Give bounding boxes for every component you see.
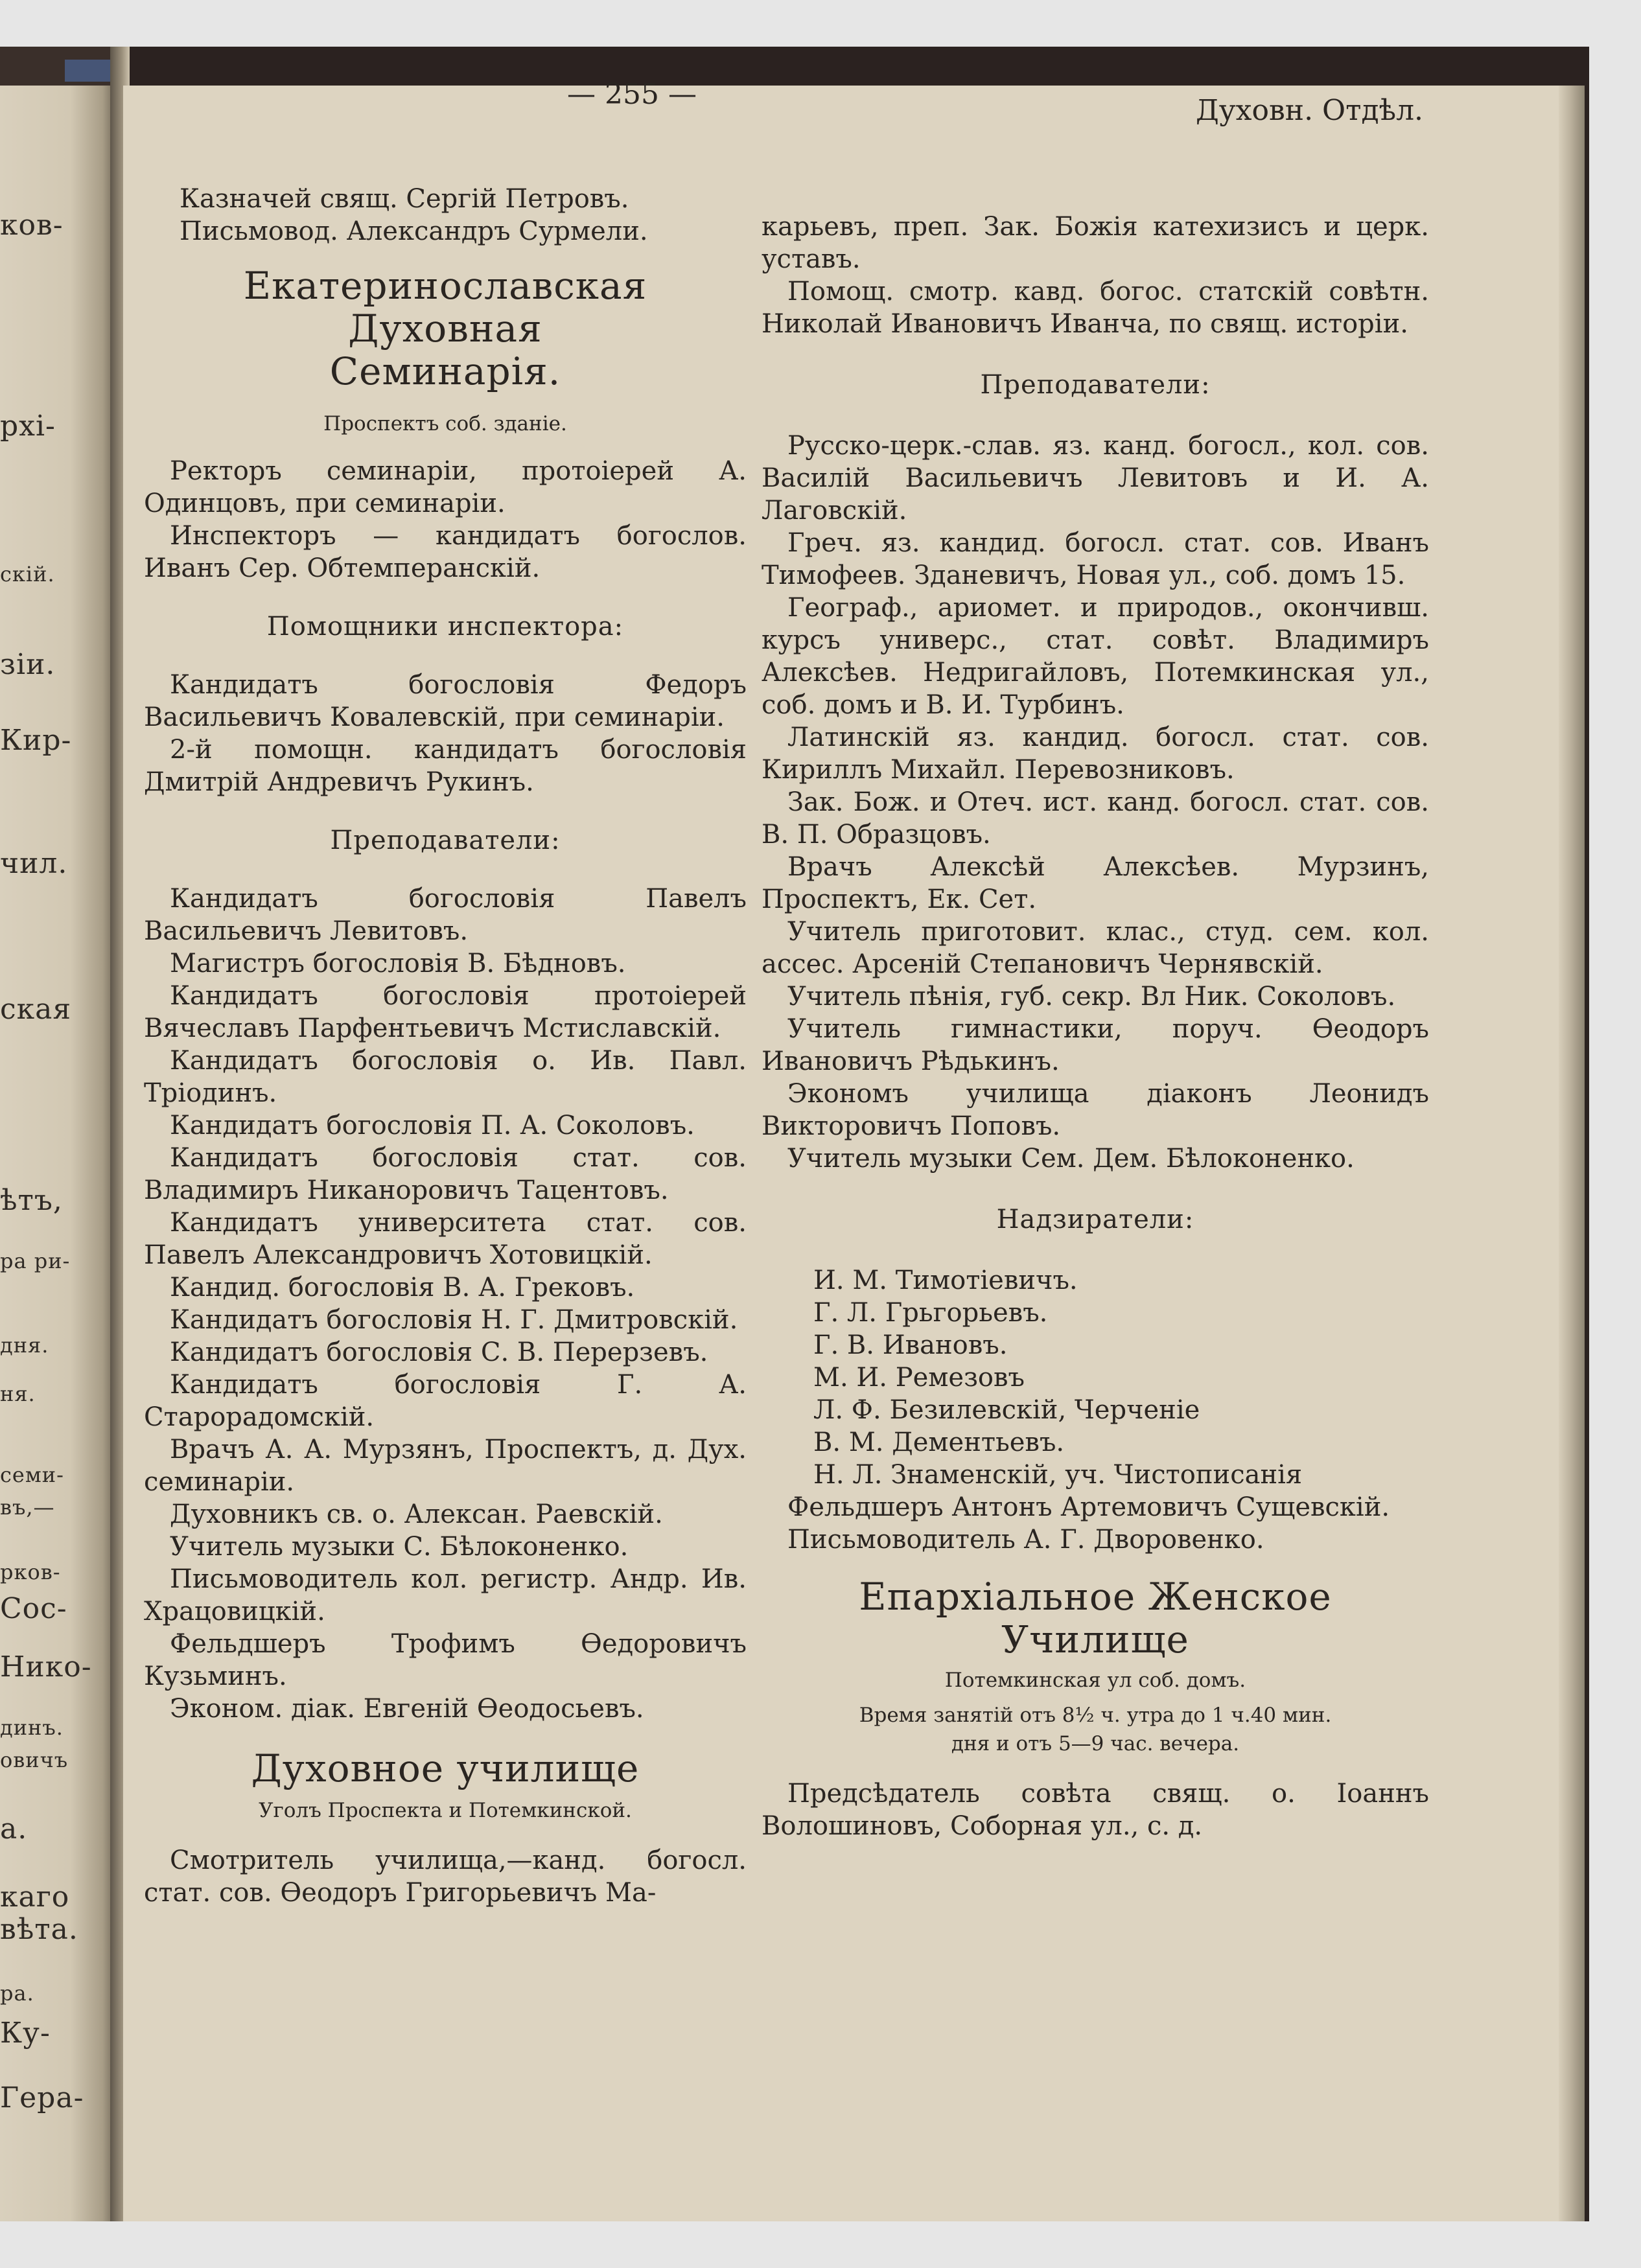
teacher-entry: Магистръ богословія В. Бѣдновъ. xyxy=(170,949,626,978)
supervisor-entry: М. И. Ремезовъ xyxy=(813,1363,1025,1393)
supervisor-entry: Л. Ф. Безилевскій, Черченіе xyxy=(813,1395,1200,1425)
teachers-heading: Преподаватели: xyxy=(980,370,1211,400)
left-fragment: дня. xyxy=(0,1333,49,1358)
hours-line: Время занятій отъ 8½ ч. утра до 1 ч.40 мин. xyxy=(859,1704,1332,1727)
chairman-entry: Предсѣдатель совѣта свящ. о. Іоаннъ Волошиновъ, Соборная ул., с. д. xyxy=(762,1779,1429,1841)
left-fragment: каго xyxy=(0,1880,70,1914)
teacher-entry: Кандидатъ богословія о. Ив. Павл. Тріодинъ. xyxy=(144,1046,747,1108)
music-teacher-entry: Учитель музыки С. Бѣлоконенко. xyxy=(170,1532,629,1562)
left-fragment: ков- xyxy=(0,209,64,242)
left-fragment: ѣтъ, xyxy=(0,1184,63,1217)
supervisor-entry: В. М. Дементьевъ. xyxy=(813,1428,1065,1457)
page-edge-shadow xyxy=(1559,86,1585,2221)
left-fragment: скій. xyxy=(0,562,55,586)
running-header: Духовн. Отдѣл. xyxy=(1196,94,1424,127)
left-fragment: рхі- xyxy=(0,410,56,443)
teacher-entry: Латинскій яз. кандид. богосл. стат. сов. Кириллъ Михайл. Перевозниковъ. xyxy=(762,723,1429,785)
left-fragment: Кир- xyxy=(0,724,72,757)
assistant-entry: Кандидатъ богословія Федоръ Васильевичъ Ковалевскій, при семинаріи. xyxy=(144,670,747,732)
supervisors-heading: Надзиратели: xyxy=(996,1205,1194,1234)
teacher-entry: Кандидатъ богословія стат. сов. Владимиръ Никаноровичъ Тацентовъ. xyxy=(144,1143,747,1205)
hours-line-cont: дня и отъ 5—9 час. вечера. xyxy=(951,1732,1240,1755)
supervisors-list xyxy=(762,1264,1429,1491)
left-fragment: рков- xyxy=(0,1560,61,1584)
supervisor-entry: И. М. Тимотіевичъ. xyxy=(813,1266,1078,1295)
assistant-entry: 2-й помощн. кандидатъ богословія Дмитрій Андревичъ Рукинъ. xyxy=(144,735,747,797)
left-fragment: зіи. xyxy=(0,648,56,681)
left-fragment: а. xyxy=(0,1812,28,1846)
teacher-entry: Кандидатъ богословія С. В. Перерзевъ. xyxy=(170,1337,708,1367)
left-column xyxy=(144,183,747,1909)
teacher-entry: Кандидатъ богословія протоіерей Вячеславъ Парфентьевичъ Мстиславскій. xyxy=(144,981,747,1043)
doctor-entry: Врачъ А. А. Мурзянъ, Проспектъ, д. Дух. семинаріи. xyxy=(144,1435,747,1497)
doctor-entry: Врачъ Алексѣй Алексѣев. Мурзинъ, Проспектъ, Ек. Сет. xyxy=(762,852,1429,914)
left-page-fragment xyxy=(0,47,117,2221)
left-fragment: Ку- xyxy=(0,2017,51,2050)
clerk-entry: Письмоводитель А. Г. Дворовенко. xyxy=(787,1525,1264,1555)
teacher-entry: Учитель гимнастики, поруч. Өеодоръ Ивановичъ Рѣдькинъ. xyxy=(762,1014,1429,1076)
supervisor-entry: Г. Л. Грьгорьевъ. xyxy=(813,1298,1048,1328)
right-column xyxy=(762,211,1429,1842)
teacher-entry: Зак. Бож. и Отеч. ист. канд. богосл. стат. сов. В. П. Образцовъ. xyxy=(762,787,1429,850)
teacher-entry: Учитель пѣнія, губ. секр. Вл Ник. Соколовъ. xyxy=(787,982,1396,1012)
feldsher-entry: Фельдшеръ Антонъ Артемовичъ Сущевскій. xyxy=(787,1492,1390,1522)
left-fragment: Сос- xyxy=(0,1592,67,1625)
left-fragment: ня. xyxy=(0,1382,36,1406)
left-fragment: чил. xyxy=(0,847,68,880)
supervisor-entry: Н. Л. Знаменскій, уч. Чистописанія xyxy=(813,1460,1303,1490)
school-address: Уголъ Проспекта и Потемкинской. xyxy=(259,1799,632,1822)
teacher-entry: Кандидатъ богословія Н. Г. Дмитровскій. xyxy=(170,1305,738,1335)
school-title: Духовное училище xyxy=(251,1746,640,1790)
page-number: — 255 — xyxy=(567,78,697,111)
treasurer-line: Казначей свящ. Сергій Петровъ. xyxy=(180,184,629,214)
music-teacher-entry: Учитель музыки Сем. Дем. Бѣлоконенко. xyxy=(787,1144,1355,1174)
teacher-entry: Кандидатъ богословія Павелъ Васильевичъ Левитовъ. xyxy=(144,884,747,946)
teachers-heading: Преподаватели: xyxy=(330,826,561,855)
assistant-supt-entry: Помощ. смотр. кавд. богос. статскій совѣтн. Николай Ивановичъ Иванча, по свящ. исторіи. xyxy=(762,277,1429,339)
teacher-entry: Кандид. богословія В. А. Грековъ. xyxy=(170,1273,635,1302)
teacher-entry: Русско-церк.-слав. яз. канд. богосл., кол. сов. Василій Васильевичъ Левитовъ и И. А. Лаговскій. xyxy=(762,431,1429,526)
left-fragment: Гера- xyxy=(0,2081,84,2114)
steward-entry: Эконом. діак. Евгеній Өеодосьевъ. xyxy=(170,1694,644,1724)
girls-school-title: Епархіальное Женское Училище xyxy=(859,1575,1332,1661)
continuation-entry: карьевъ, преп. Зак. Божія катехизисъ и церк. уставъ. xyxy=(762,212,1429,274)
teacher-entry: Кандидатъ богословія Г. А. Старорадомскій. xyxy=(144,1370,747,1432)
teacher-entry: Греч. яз. кандид. богосл. стат. сов. Иванъ Тимофеев. Зданевичъ, Новая ул., соб. домъ 15. xyxy=(762,528,1429,590)
superintendent-entry: Смотритель училища,—канд. богосл. стат. сов. Өеодоръ Григорьевичъ Ма- xyxy=(144,1846,747,1908)
assistants-heading: Помощники инспектора: xyxy=(266,612,624,642)
clerk-entry: Письмоводитель кол. регистр. Андр. Ив. Храцовицкій. xyxy=(144,1564,747,1626)
teacher-entry: Кандидатъ университета стат. сов. Павелъ Александровичъ Хотовицкій. xyxy=(144,1208,747,1270)
left-fragment: ра. xyxy=(0,1981,34,2006)
teacher-entry: Географ., ариомет. и природов., окончивш. курсъ универс., стат. совѣт. Владимиръ Алексѣев. Недригайловъ, Потемкинская ул., соб. домъ и В. И. Турбинъ. xyxy=(762,593,1429,720)
left-fragment: динъ. xyxy=(0,1715,64,1740)
girls-school-address: Потемкинская ул соб. домъ. xyxy=(944,1669,1246,1692)
feldsher-entry: Фельдшеръ Трофимъ Өедоровичъ Кузьминъ. xyxy=(144,1629,747,1691)
seminary-address: Проспектъ соб. зданіе. xyxy=(323,412,567,435)
left-page-stamp xyxy=(65,60,117,82)
teacher-entry: Учитель приготовит. клас., студ. сем. кол. ассес. Арсеній Степановичъ Чернявскій. xyxy=(762,917,1429,979)
teacher-entry: Кандидатъ богословія П. А. Соколовъ. xyxy=(170,1111,695,1140)
confessor-entry: Духовникъ св. о. Алексан. Раевскій. xyxy=(170,1499,663,1529)
seminary-title: Екатеринославская Духовная xyxy=(243,264,647,351)
clerk-line: Письмовод. Александръ Сурмели. xyxy=(180,216,648,246)
seminary-title-cont: Семинарія. xyxy=(329,349,561,393)
left-fragment: въ,— xyxy=(0,1495,55,1520)
left-fragment: овичъ xyxy=(0,1748,69,1772)
rector-entry: Ректоръ семинаріи, протоіерей А. Одинцовъ, при семинаріи. xyxy=(144,456,747,518)
inspector-entry: Инспекторъ — кандидатъ богослов. Иванъ Сер. Обтемперанскій. xyxy=(144,521,747,583)
left-fragment: ская xyxy=(0,993,72,1026)
left-fragment: ра ри- xyxy=(0,1249,71,1273)
left-fragment: Нико- xyxy=(0,1650,92,1684)
left-fragment: семи- xyxy=(0,1463,64,1487)
supervisor-entry: Г. В. Ивановъ. xyxy=(813,1330,1008,1360)
left-fragment: вѣта. xyxy=(0,1913,78,1946)
steward-entry: Экономъ училища діаконъ Леонидъ Викторовичъ Поповъ. xyxy=(762,1079,1429,1141)
